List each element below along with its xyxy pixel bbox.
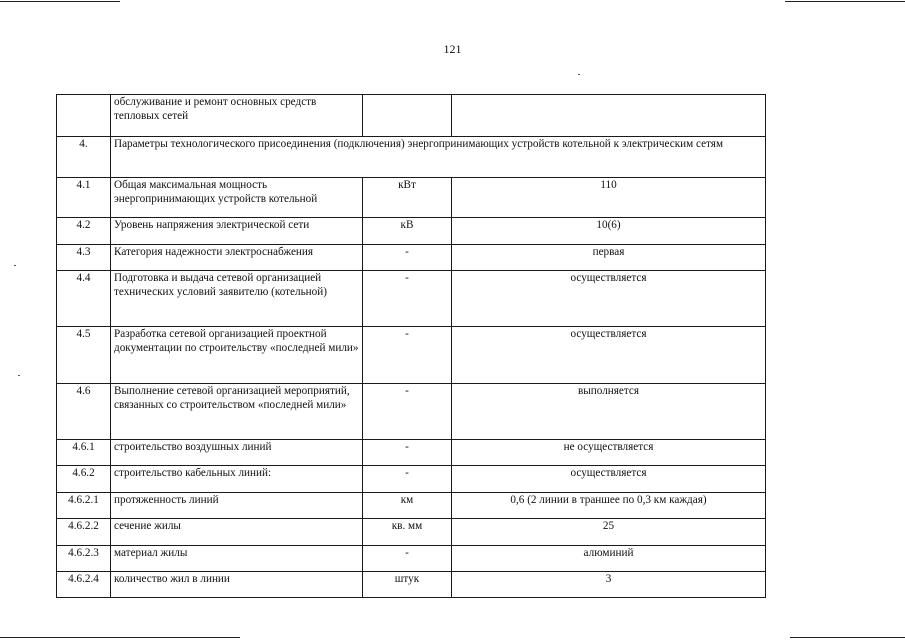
section-row bbox=[57, 137, 766, 178]
unit: - bbox=[363, 271, 452, 327]
table-row bbox=[57, 519, 766, 546]
table-row bbox=[57, 572, 766, 598]
page-number: 121 bbox=[443, 42, 462, 56]
parameters-table bbox=[56, 94, 766, 598]
value: осуществляется bbox=[452, 327, 766, 384]
table-row bbox=[57, 95, 766, 137]
scan-edge-line bbox=[785, 1, 905, 2]
parameter-name: протяженность линий bbox=[111, 493, 363, 519]
value: осуществляется bbox=[452, 271, 766, 327]
row-number: 4.6.2 bbox=[57, 466, 111, 493]
value: 110 bbox=[452, 178, 766, 218]
unit: кв. мм bbox=[363, 519, 452, 546]
parameter-name: материал жилы bbox=[111, 546, 363, 572]
unit: - bbox=[363, 466, 452, 493]
unit: - bbox=[363, 384, 452, 440]
row-number: 4.2 bbox=[57, 218, 111, 245]
row-number: 4.6.2.2 bbox=[57, 519, 111, 546]
row-number: 4. bbox=[57, 137, 111, 178]
unit: - bbox=[363, 546, 452, 572]
parameter-name: Уровень напряжения электрической сети bbox=[111, 218, 363, 245]
value: осуществляется bbox=[452, 466, 766, 493]
value: выполняется bbox=[452, 384, 766, 440]
table-row bbox=[57, 440, 766, 466]
parameter-name: Общая максимальная мощность энергопринимающих устройств котельной bbox=[111, 178, 363, 218]
table-row bbox=[57, 245, 766, 271]
parameter-name: сечение жилы bbox=[111, 519, 363, 546]
table-row bbox=[57, 271, 766, 327]
row-number: 4.3 bbox=[57, 245, 111, 271]
parameter-name: обслуживание и ремонт основных средств тепловых сетей bbox=[111, 95, 363, 137]
row-number: 4.6.2.4 bbox=[57, 572, 111, 598]
value: 25 bbox=[452, 519, 766, 546]
section-title: Параметры технологического присоединения (подключения) энергопринимающих устройств котельной к электрическим сетям bbox=[111, 137, 766, 178]
scan-edge-line bbox=[0, 637, 240, 638]
row-number: 4.1 bbox=[57, 178, 111, 218]
scan-speck bbox=[578, 74, 580, 75]
value: 10(6) bbox=[452, 218, 766, 245]
parameter-name: Категория надежности электроснабжения bbox=[111, 245, 363, 271]
scan-speck bbox=[18, 375, 20, 376]
unit: кВ bbox=[363, 218, 452, 245]
parameter-name: строительство кабельных линий: bbox=[111, 466, 363, 493]
value: 3 bbox=[452, 572, 766, 598]
row-number: 4.5 bbox=[57, 327, 111, 384]
parameter-name: Выполнение сетевой организацией мероприятий, связанных со строительством «последней мили» bbox=[111, 384, 363, 440]
parameter-name: Разработка сетевой организацией проектной документации по строительству «последней мили» bbox=[111, 327, 363, 384]
unit bbox=[363, 95, 452, 137]
parameter-name: Подготовка и выдача сетевой организацией технических условий заявителю (котельной) bbox=[111, 271, 363, 327]
table-row bbox=[57, 178, 766, 218]
value: первая bbox=[452, 245, 766, 271]
table-row bbox=[57, 384, 766, 440]
unit: кВт bbox=[363, 178, 452, 218]
unit: - bbox=[363, 440, 452, 466]
parameter-name: количество жил в линии bbox=[111, 572, 363, 598]
parameter-name: строительство воздушных линий bbox=[111, 440, 363, 466]
row-number: 4.6.2.1 bbox=[57, 493, 111, 519]
unit: км bbox=[363, 493, 452, 519]
table-row bbox=[57, 546, 766, 572]
value: не осуществляется bbox=[452, 440, 766, 466]
row-number: 4.4 bbox=[57, 271, 111, 327]
scan-speck bbox=[14, 265, 16, 266]
value: алюминий bbox=[452, 546, 766, 572]
unit: - bbox=[363, 245, 452, 271]
table-row bbox=[57, 493, 766, 519]
row-number bbox=[57, 95, 111, 137]
value bbox=[452, 95, 766, 137]
row-number: 4.6.2.3 bbox=[57, 546, 111, 572]
row-number: 4.6.1 bbox=[57, 440, 111, 466]
table-row bbox=[57, 327, 766, 384]
value: 0,6 (2 линии в траншее по 0,3 км каждая) bbox=[452, 493, 766, 519]
table-row bbox=[57, 218, 766, 245]
table-row bbox=[57, 466, 766, 493]
row-number: 4.6 bbox=[57, 384, 111, 440]
unit: - bbox=[363, 327, 452, 384]
unit: штук bbox=[363, 572, 452, 598]
scan-edge-line bbox=[0, 1, 120, 2]
scan-edge-line bbox=[790, 637, 905, 638]
